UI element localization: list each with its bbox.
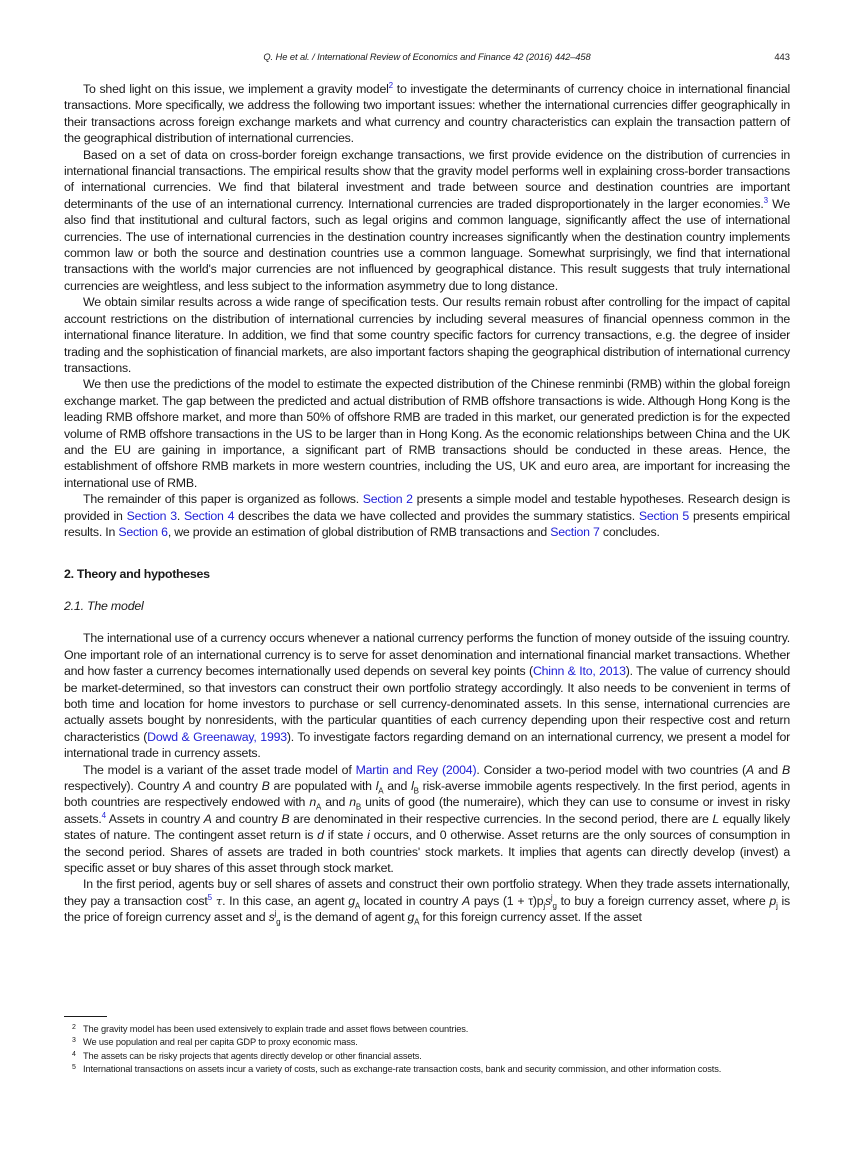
paragraph-robustness: We obtain similar results across a wide range of specification tests. Our results remain robust after controlling for the impact of capital account restrictions on the distribution of international currencies by including several measures of financial openness common in the international finance literature. In addition, we find that some country specific factors for currency transactions, e.g. the degree of insider trading and the sophistication of financial markets, are also important factors shaping the geographical distribution of international currency transactions. [64,295,790,375]
formula-cost: $(1 + \tau)p_js^j_g$ [502,892,557,911]
page-number: 443 [774,51,790,62]
citation-chinn-ito[interactable]: Chinn & Ito, 2013 [532,664,626,679]
subsection-heading: 2.1. The model [64,599,144,614]
spacer [64,614,790,630]
paragraph-international-use: The international use of a currency occurs whenever a national currency performs the function of money outside of the issuing country. One important role of an international currency is to serve for asset denomination and international financial market transactions. Whether and how faster a currency becomes internationally used depends on several key points (Chinn & Ito, 2013). The value of currency should be market-determined, so that investors can construct their own portfolio strategy accordingly. It also needs to be convenient in terms of both time and location for home investors to purchase or sell currency-denominated assets. In this sense, international currencies are actually assets bought by nonresidents, with the particular quantities of each currency depending upon their respective cost and return characteristics (Dowd & Greenaway, 1993). To investigate factors regarding demand on an international currency, we present a model for international trade in currency assets. [64,631,790,761]
footnote-ref-5[interactable]: 5 [207,892,212,902]
link-section-2[interactable]: Section 2 [362,492,413,507]
running-title: Q. He et al. / International Review of Economics and Finance 42 (2016) 442–458 [263,51,591,62]
footnote-ref-3[interactable]: 3 [763,195,768,205]
link-section-6[interactable]: Section 6 [118,524,168,539]
citation-martin-rey[interactable]: Martin and Rey (2004) [355,762,477,777]
footnote-ref-2[interactable]: 2 [388,81,393,90]
math-var: l [375,779,379,794]
section-heading: 2. Theory and hypotheses [64,567,210,582]
footnote-3: 3 We use population and real per capita GDP to proxy economic mass. [72,1037,358,1048]
paragraph-first-period: In the first period, agents buy or sell shares of assets and construct their own portfolio strategy. When they trade assets internationally, they pay a transaction cost$^5$ τ. In this case, an agent $g_A$ located in country A pays $(1 + \tau)p_js^j_g$ to buy a foreign currency asset, where $p_j$ is the price of foreign currency asset and $s^j_g$ is the demand of agent $g_A$ for this foreign currency asset. If the asset [64,877,790,927]
footnote-5: 5 International transactions on assets incur a variety of costs, such as exchange-rate transaction costs, bank and security commission, and other information costs. [72,1064,722,1075]
link-section-4[interactable]: Section 4 [184,508,235,523]
link-section-5[interactable]: Section 5 [638,508,690,523]
paragraph-intro-gravity: To shed light on this issue, we implement a gravity model$^2$ to investigate the determinants of currency choice in international financial transactions. More specifically, we address the following two important issues: whether the international currencies differ geographically in their transactions across foreign exchange markets and what currency and country characteristics can explain the transaction pattern of the geographical distribution of international currencies. [64,81,790,146]
article-body [64,81,790,926]
paragraph-organization: The remainder of this paper is organized as follows. Section 2 presents a simple model and testable hypotheses. Research design is provided in Section 3. Section 4 describes the data we have collected and provides the summary statistics. Section 5 presents empirical results. In Section 6, we provide an estimation of global distribution of RMB transactions and Section 7 concludes. [64,492,790,539]
paragraph-evidence: Based on a set of data on cross-border foreign exchange transactions, we first provide evidence on the distribution of currencies in international financial transactions. The empirical results show that the gravity model performs well in explaining cross-border transactions of international currencies. We find that bilateral investment and trade between source and destination countries are important determinants of the use of an international currency. International currencies are traded disproportionately in the larger economies.$^3$ We also find that institutional and cultural factors, such as legal origins and common language, significantly affect the use of international currencies. The use of international currencies in the destination country increases significantly when the destination country implements common law or both the source and destination countries use a common language. Somewhat surprisingly, we find that international transactions with the world's major currencies are not influenced by geographical distance. This result suggests that truly international currencies are weightless, and less subject to the information asymmetry due to long distance. [64,147,791,293]
footnote-ref-4[interactable]: 4 [101,810,106,820]
paragraph-rmb: We then use the predictions of the model to estimate the expected distribution of the Chinese renminbi (RMB) within the global foreign exchange market. The gap between the predicted and actual distribution of RMB offshore transactions is wide. Although Hong Kong is the leading RMB offshore market, and more than 50% of offshore RMB are traded in this market, our generated prediction is for the expected volume of RMB offshore transactions in the US to be larger than in Hong Kong. As the economic relationships between China and the UK and the EU are gaining in importance, a significant part of RMB transactions should be conducted in these areas. Hence, the establishment of offshore RMB markets in more western countries, including the US, UK and euro area, are important for increasing the international use of RMB. [64,377,790,490]
footnote-2: 2 The gravity model has been used extensively to explain trade and asset flows between countries. [72,1024,469,1034]
footnotes [64,1016,790,1077]
link-section-3[interactable]: Section 3 [126,508,177,523]
footnote-divider [64,1016,107,1017]
paragraph-model-variant: The model is a variant of the asset trade model of Martin and Rey (2004). Consider a two-period model with two countries (A and B respectively). Country A and country B are populated with $l_A$ and $l_B$ risk-averse immobile agents respectively. In the first period, agents in both countries are respectively endowed with $n_A$ and $n_B$ units of good (the numeraire), which they can use to consume or invest in risky assets.$^4$ Assets in country A and country B are denominated in their respective currencies. In the second period, there are L equally likely states of nature. The contingent asset return is d if state i occurs, and 0 otherwise. Asset returns are the only sources of consumption in the second period. Shares of assets are traded in both countries' stock markets. It implies that agents can directly develop (invest) a specific asset or buy shares of this asset through stock market. [64,762,790,876]
citation-dowd-greenaway[interactable]: Dowd & Greenaway, 1993 [147,729,287,744]
running-header [64,51,790,67]
link-section-7[interactable]: Section 7 [550,524,600,539]
footnote-4: 4 The assets can be risky projects that agents directly develop or other financial assets. [72,1050,422,1061]
